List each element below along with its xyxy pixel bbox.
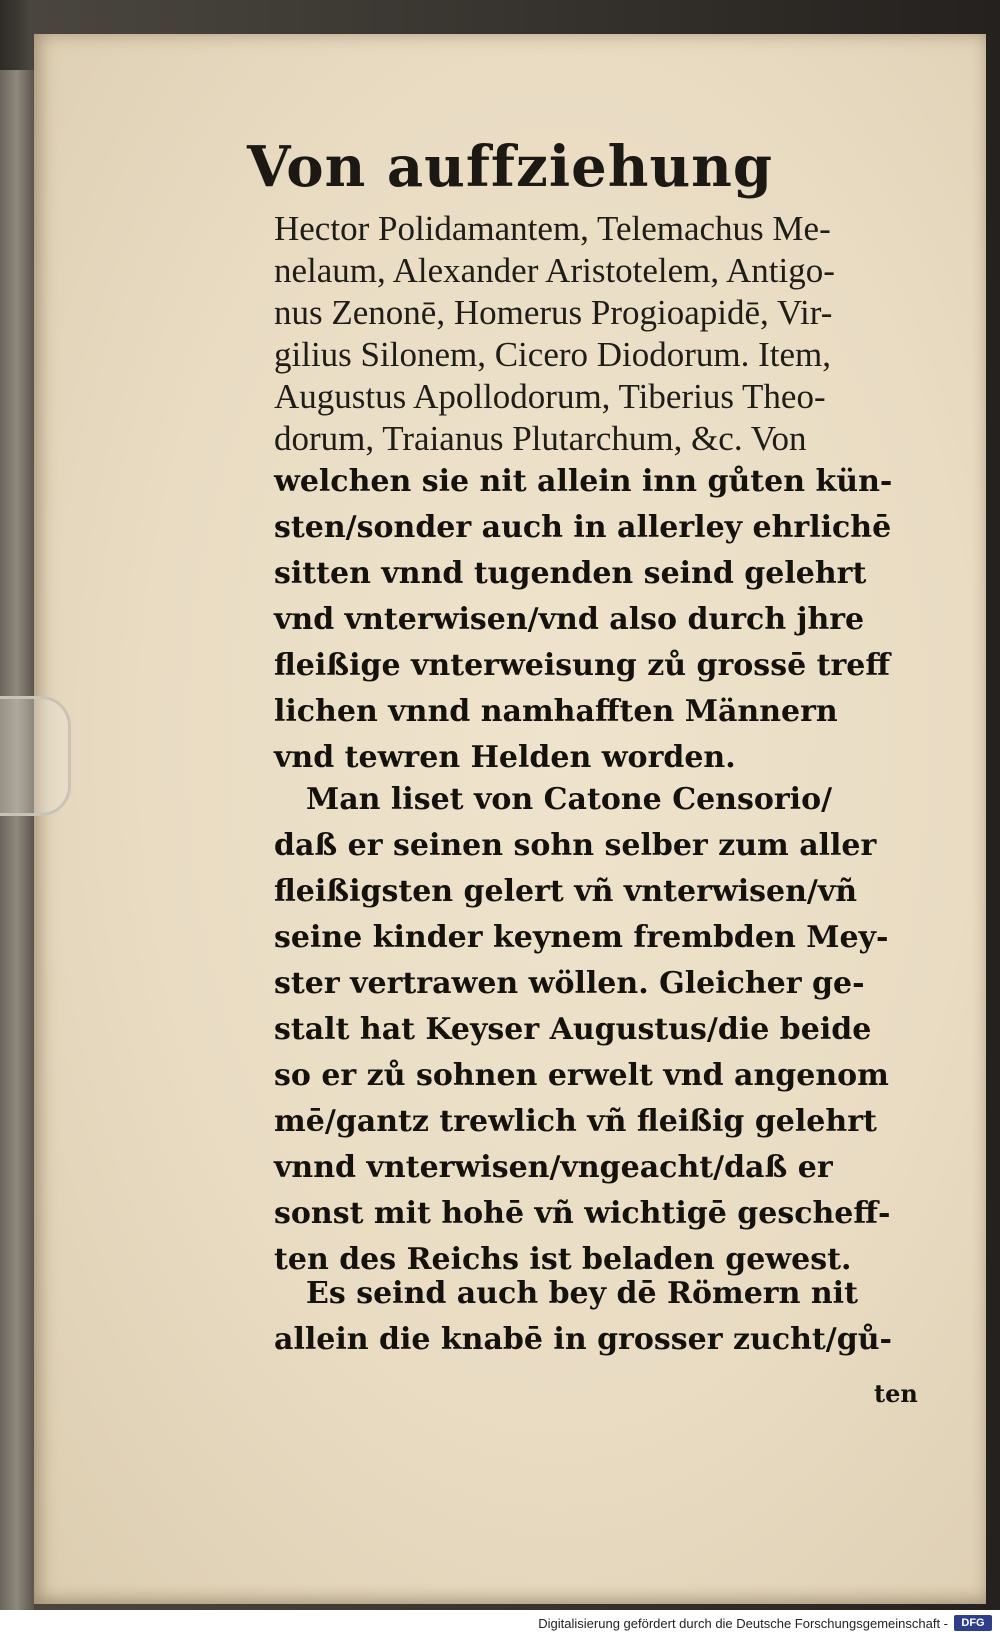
page-heading: Von auffziehung (246, 134, 774, 200)
text-line: sten/sonder auch in allerley ehrlichē (274, 510, 892, 545)
text-line: fleißige vnterweisung zů grossē treff (274, 648, 890, 683)
funding-credit: Digitalisierung gefördert durch die Deutsche Forschungsgemeinschaft - (538, 1616, 948, 1631)
book-spine (0, 70, 34, 1610)
text-line: so er zů sohnen erwelt vnd angenom (274, 1058, 889, 1093)
text-line: seine kinder keynem frembden Mey- (274, 920, 889, 955)
latin-name-list (274, 208, 944, 460)
text-line: sitten vnnd tugenden seind gelehrt (274, 556, 867, 591)
text-line: ster vertrawen wöllen. Gleicher ge- (274, 966, 865, 1001)
text-line: daß er seinen sohn selber zum aller (274, 828, 877, 863)
text-line: welchen sie nit allein inn gůten kün- (274, 464, 893, 499)
text-line: sonst mit hohē vñ wichtigē gescheff- (274, 1196, 891, 1231)
text-line: Man liset von Catone Censorio/ (306, 782, 833, 817)
text-line: nus Zenonē, Homerus Progioapidē, Vir- (274, 293, 833, 332)
text-line: lichen vnnd namhafften Männern (274, 694, 838, 729)
text-line: fleißigsten gelert vñ vnterwisen/vñ (274, 874, 858, 909)
paragraph-2 (274, 777, 944, 1283)
text-line: Hector Polidamantem, Telemachus Me- (274, 209, 831, 248)
text-line: ten des Reichs ist beladen gewest. (274, 1242, 852, 1277)
text-line: allein die knabē in grosser zucht/gů- (274, 1322, 892, 1357)
text-line: Augustus Apollodorum, Tiberius Theo- (274, 377, 826, 416)
text-line: gilius Silonem, Cicero Diodorum. Item, (274, 335, 832, 374)
footer-bar (0, 1610, 1000, 1638)
paragraph-3 (274, 1271, 944, 1363)
text-line: mē/gantz trewlich vñ fleißig gelehrt (274, 1104, 877, 1139)
text-line: stalt hat Keyser Augustus/die beide (274, 1012, 872, 1047)
page-clip (0, 696, 71, 816)
text-line: vnd tewren Helden worden. (274, 740, 736, 775)
catchword: ten (874, 1379, 918, 1408)
dfg-logo-icon: DFG (954, 1615, 992, 1631)
book-page (34, 34, 986, 1604)
text-line: vnd vnterwisen/vnd also durch jhre (274, 602, 865, 637)
text-line: dorum, Traianus Plutarchum, &c. Von (274, 419, 807, 458)
text-line: nelaum, Alexander Aristotelem, Antigo- (274, 251, 835, 290)
text-line: vnnd vnterwisen/vngeacht/daß er (274, 1150, 833, 1185)
paragraph-1 (274, 459, 944, 781)
text-line: Es seind auch bey dē Römern nit (306, 1276, 858, 1311)
